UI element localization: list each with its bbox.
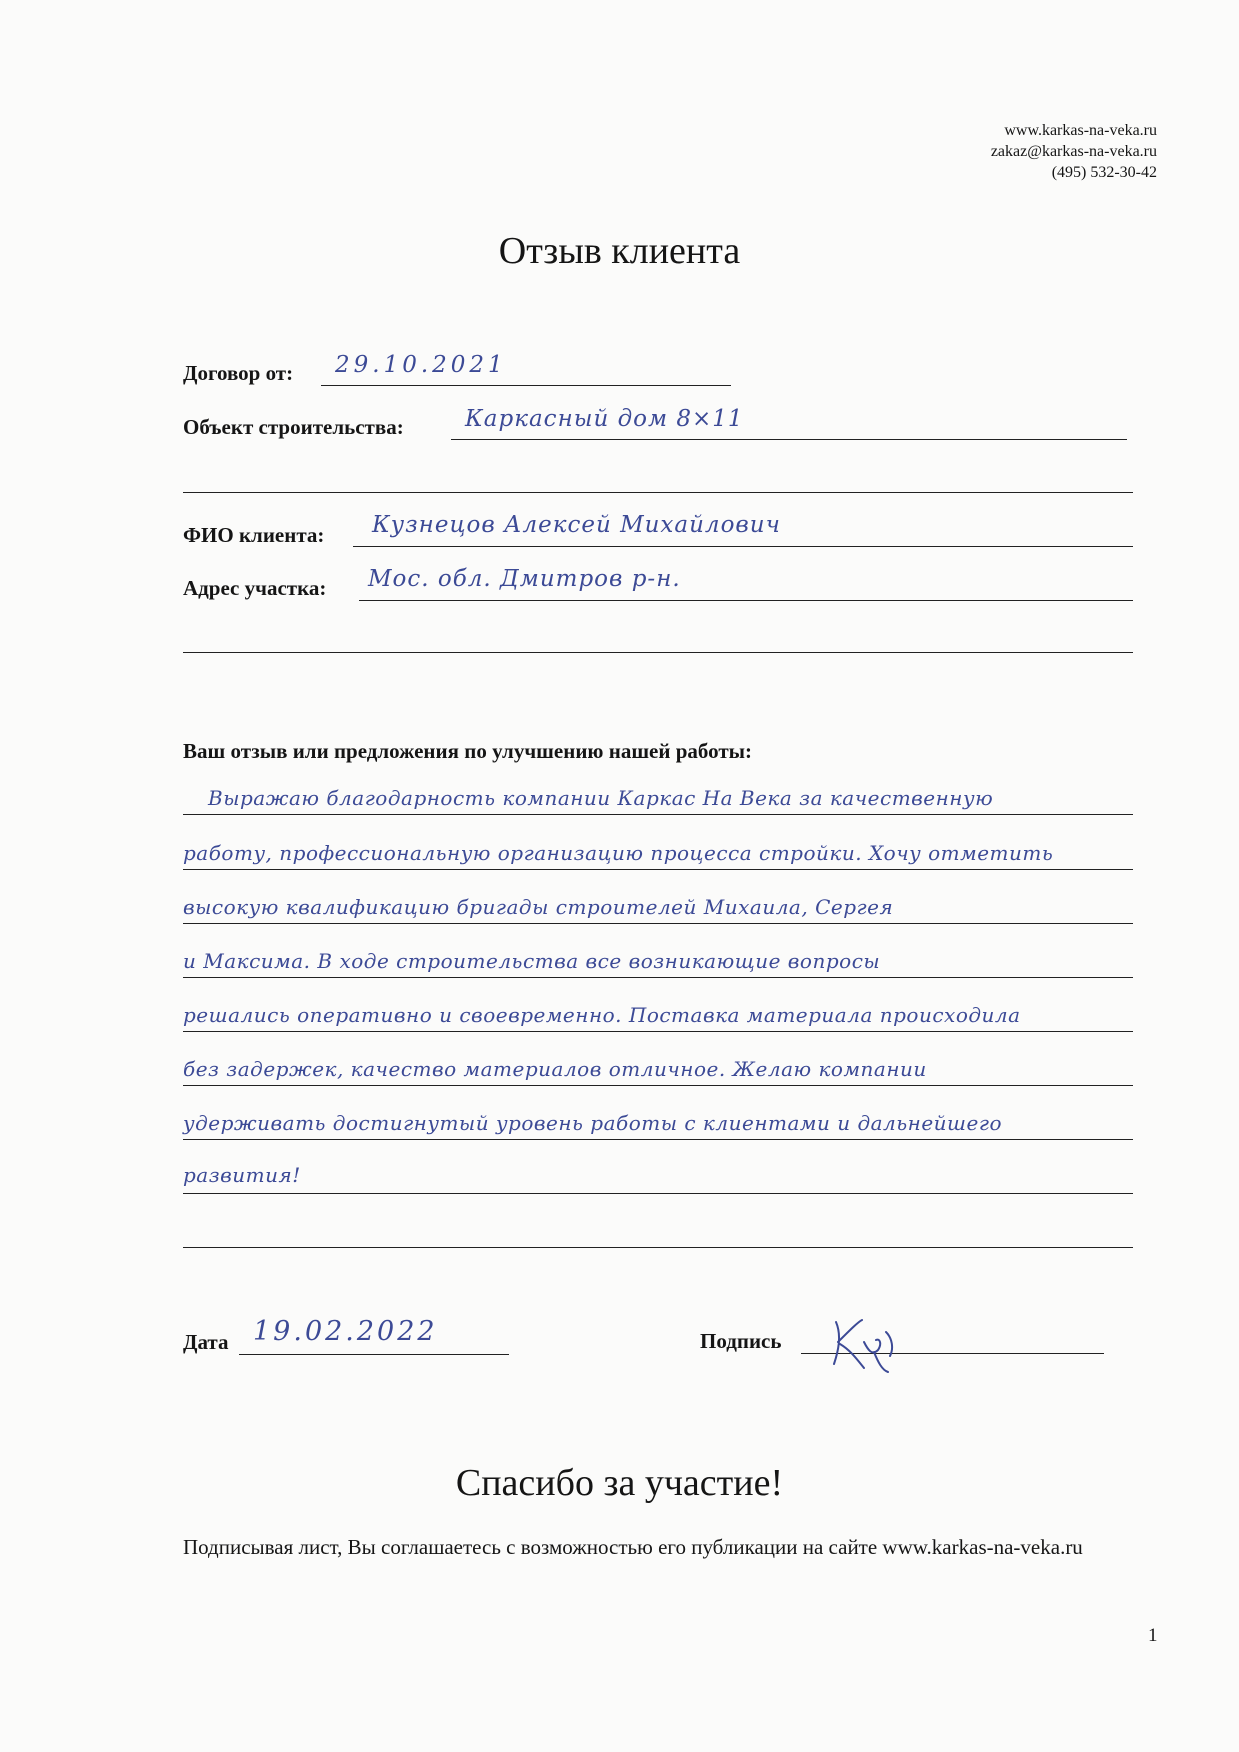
address-label: Адрес участка:	[183, 576, 327, 600]
review-text-line: без задержек, качество материалов отличное. Желаю компании	[183, 1057, 927, 1081]
review-line-4	[183, 977, 1133, 978]
email-link[interactable]: zakaz@karkas-na-veka.ru	[990, 143, 1157, 160]
website-link[interactable]: www.karkas-na-veka.ru	[1004, 122, 1157, 139]
review-text-line: и Максима. В ходе строительства все возникающие вопросы	[183, 949, 881, 973]
client-label: ФИО клиента:	[183, 523, 325, 547]
review-text-line: удерживать достигнутый уровень работы с клиентами и дальнейшего	[183, 1111, 1002, 1135]
object-line	[451, 439, 1127, 440]
object-extra-line	[183, 492, 1133, 493]
contacts-block	[991, 120, 1157, 183]
review-line-7	[183, 1139, 1133, 1140]
contract-line	[321, 385, 731, 386]
review-line-5	[183, 1031, 1133, 1032]
review-line-9	[183, 1247, 1133, 1248]
signature-drawing	[828, 1312, 908, 1374]
consent-text: Подписывая лист, Вы соглашаетесь с возможностью его публикации на сайте www.karkas-na-veka.ru	[183, 1535, 1083, 1559]
review-text-line: развития!	[183, 1163, 301, 1187]
page-number: 1	[1148, 1625, 1158, 1646]
review-text-line: решались оперативно и своевременно. Поставка материала происходила	[183, 1003, 1021, 1027]
date-label: Дата	[183, 1330, 229, 1354]
contract-label: Договор от:	[183, 361, 294, 385]
review-text-line: работу, профессиональную организацию процесса стройки. Хочу отметить	[183, 841, 1054, 865]
thanks-heading: Спасибо за участие!	[455, 1462, 784, 1504]
review-line-1	[183, 814, 1133, 815]
review-text-line: Выражаю благодарность компании Каркас На Века за качественную	[208, 786, 994, 810]
date-line	[239, 1354, 509, 1355]
signature-label: Подпись	[700, 1329, 782, 1353]
contract-value[interactable]: 29.10.2021	[335, 352, 507, 378]
review-line-8	[183, 1193, 1133, 1194]
review-label: Ваш отзыв или предложения по улучшению нашей работы:	[183, 739, 753, 763]
signature-mark[interactable]	[828, 1312, 908, 1379]
object-label: Объект строительства:	[183, 415, 404, 439]
address-value[interactable]: Мос. обл. Дмитров р-н.	[368, 566, 681, 592]
client-line	[353, 546, 1133, 547]
review-line-6	[183, 1085, 1133, 1086]
review-text-line: высокую квалификацию бригады строителей Михаила, Сергея	[183, 895, 894, 919]
page-title: Отзыв клиента	[498, 230, 741, 272]
address-line	[359, 600, 1133, 601]
review-line-2	[183, 869, 1133, 870]
address-extra-line	[183, 652, 1133, 653]
phone-number: (495) 532-30-42	[1051, 164, 1157, 181]
date-value[interactable]: 19.02.2022	[253, 1316, 438, 1347]
object-value[interactable]: Каркасный дом 8×11	[465, 406, 744, 432]
client-value[interactable]: Кузнецов Алексей Михайлович	[372, 512, 781, 538]
review-line-3	[183, 923, 1133, 924]
